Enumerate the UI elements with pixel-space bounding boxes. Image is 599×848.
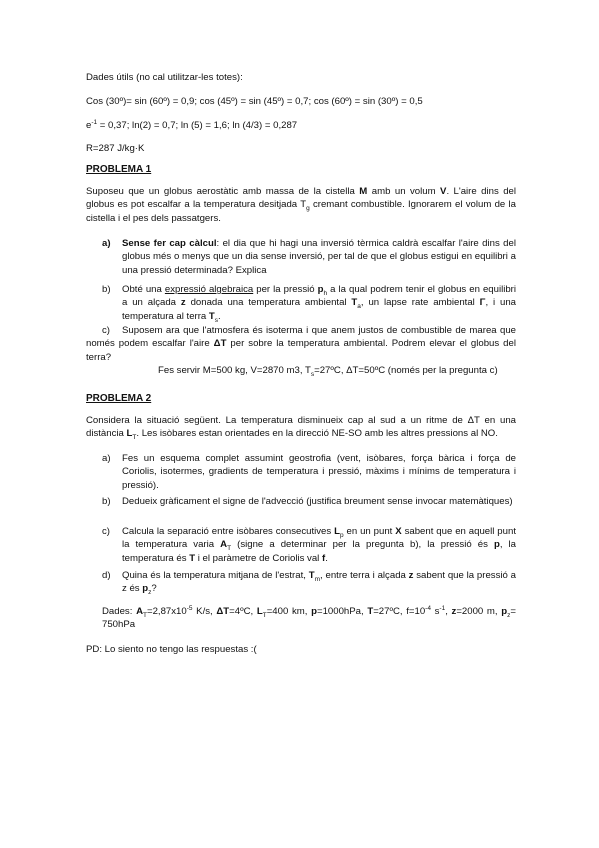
postscript-note: PD: Lo siento no tengo las respuestas :( [86,644,257,655]
problem-1-heading: PROBLEMA 1 [86,164,152,175]
question-label: d) [102,570,111,581]
question-label: a) [102,238,111,249]
problem-2-question-d: d) Quina és la temperatura mitjana de l'estrat, $T_m$, entre terra i alçada z sabent que la pressió a z és $p_z$? [102,570,516,597]
question-label: b) [102,496,111,507]
gas-constant: R=287 J/kg·K [86,143,145,154]
log-values: $e^{-1} = 0,37$; ln(2) = 0,7; ln (5) = 1,6; ln (4/3) = 0,287 [86,118,298,131]
question-label: c) [102,325,110,336]
problem-1-question-c: c) Suposem ara que l'atmosfera és isoterma i que anem justos de combustible de marea que només podem escalfar l'aire ΔT per sobre la temperatura ambiental. Podrem elevar el globus del terra? Fes servir M=500 kg, V=2870 m3, $T_s=27ºC$, ΔT=50ºC (només per la pregunta c) [86,325,516,379]
problem-1-intro: Suposeu que un globus aerostàtic amb massa de la cistella M amb un volum V. L'aire dins del globus es pot escalfar a la temperatura desitjada $T_g$ cremant combustible. Ignorarem el volum de la cistella i el pes dels passatgers. [86,186,517,224]
problem-1-question-b: b) Obté una expressió algebraica per la pressió $p_h$ a la qual podrem tenir el globus en equilibri a un alçada z donada una temperatura ambiental $T_a$, un lapse rate ambiental Γ, i una temperatura al terra $T_s$. [102,284,517,324]
problem-2-heading: PROBLEMA 2 [86,393,152,404]
problem-1-question-a: a) Sense fer cap càlcul: el dia que hi hagi una inversió tèrmica caldrà escalfar l'aire dins del globus més o menys que un dia sense inversió, per tal de que el globus estigui en equilibri a una pressió determinada? Explica [102,238,516,276]
problem-2-question-c: c) Calcula la separació entre isòbares consecutives $L_p$ en un punt X sabent que en aquell punt la temperatura varia $A_T$ (signe a determinar per la pregunta b), la pressió és p, la temperatura és T i el paràmetre de Coriolis val f. [102,526,516,564]
problem-2-question-b: b) Dedueix gràficament el signe de l'advecció (justifica breument sense invocar matemàtiques) [102,496,513,507]
question-label: b) [102,284,111,295]
problem-2-intro: Considera la situació següent. La temperatura disminueix cap al sud a un ritme de ΔT en una distància $L_T$. Les isòbares estan orientades en la direcció NE-SO amb les altres pressions al NO. [86,415,516,442]
trig-values: Cos (30º)= sin (60º) = 0,9; cos (45º) = sin (45º) = 0,7; cos (60º) = sin (30º) = 0,5 [86,96,423,107]
problem-2-question-a: a) Fes un esquema complet assumint geostrofia (vent, isòbares, força bàrica i força de Coriolis, isotermes, gradients de temperatura i pressió, màxims i mínims de temperatura i pressió). [102,453,516,491]
question-label: a) [102,453,111,464]
problem-2-given-data: Dades: $A_T=2,87x10^{-5}$ K/s, ΔT=4ºC, $L_T=400$ km, p=1000hPa, T=27ºC, $f=10^{-4}$ $s^{-1}$, z=2000 m, $p_z= 750hPa$ [102,604,516,631]
useful-data-title: Dades útils (no cal utilitzar-les totes): [86,72,243,83]
question-label: c) [102,526,110,537]
